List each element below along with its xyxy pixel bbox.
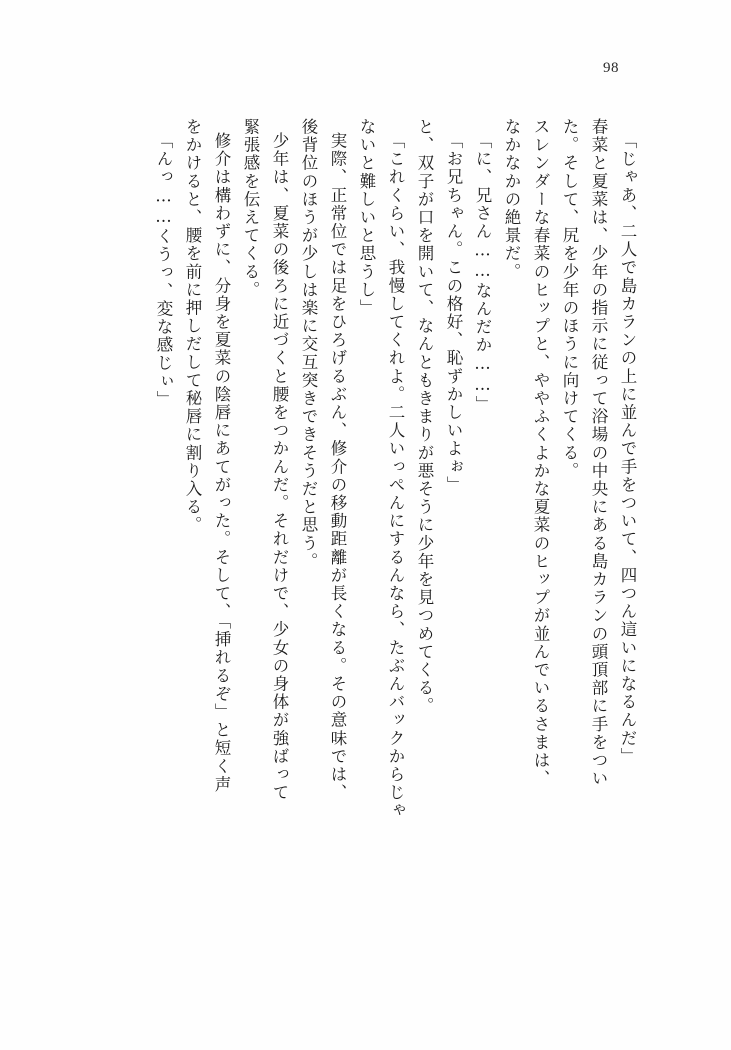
text-line: なかなかの絶景だ。 — [502, 118, 521, 281]
text-line: 実際、正常位では足をひろげるぶん、修介の移動距離が長くなる。その意味では、 — [328, 132, 347, 802]
text-line: 少年は、夏菜の後ろに近づくと腰をつかんだ。それだけで、少女の身体が強ばって — [270, 132, 289, 802]
text-line: と、双子が口を開いて、なんともきまりが悪そうに少年を見つめてくる。 — [415, 118, 434, 716]
text-line: 緊張感を伝えてくる。 — [241, 118, 260, 299]
text-line: 後背位のほうが少しは楽に交互突きできそうだと思う。 — [299, 118, 318, 571]
text-line: た。そして、尻を少年のほうに向けてくる。 — [560, 118, 579, 480]
text-line: スレンダーな春菜のヒップと、ややふくよかな夏菜のヒップが並んでいるさまは、 — [531, 118, 550, 788]
text-line: 「お兄ちゃん。この格好、恥ずかしいよぉ」 — [444, 132, 463, 494]
page-number: 98 — [603, 60, 619, 76]
text-line: 春菜と夏菜は、少年の指示に従って浴場の中央にある島カランの頭頂部に手をつい — [589, 118, 608, 788]
text-line: 「これくらい、我慢してくれよ。二人いっぺんにするんなら、たぶんバックからじゃ — [386, 132, 405, 820]
text-line: をかけると、腰を前に押しだして秘唇に割り入る。 — [183, 118, 202, 535]
text-line: 「じゃあ、二人で島カランの上に並んで手をついて、四つん這いになるんだ」 — [618, 132, 637, 766]
body-text-block — [96, 118, 635, 980]
text-line: ないと難しいと思うし」 — [357, 118, 376, 318]
text-line: 「に、兄さん……なんだか……」 — [473, 132, 492, 414]
text-line: 修介は構わずに、分身を夏菜の陰唇にあてがった。そして、「挿れるぞ」と短く声 — [212, 132, 231, 794]
text-line: 「んっ……くうっ、変な感じぃ」 — [154, 132, 173, 409]
